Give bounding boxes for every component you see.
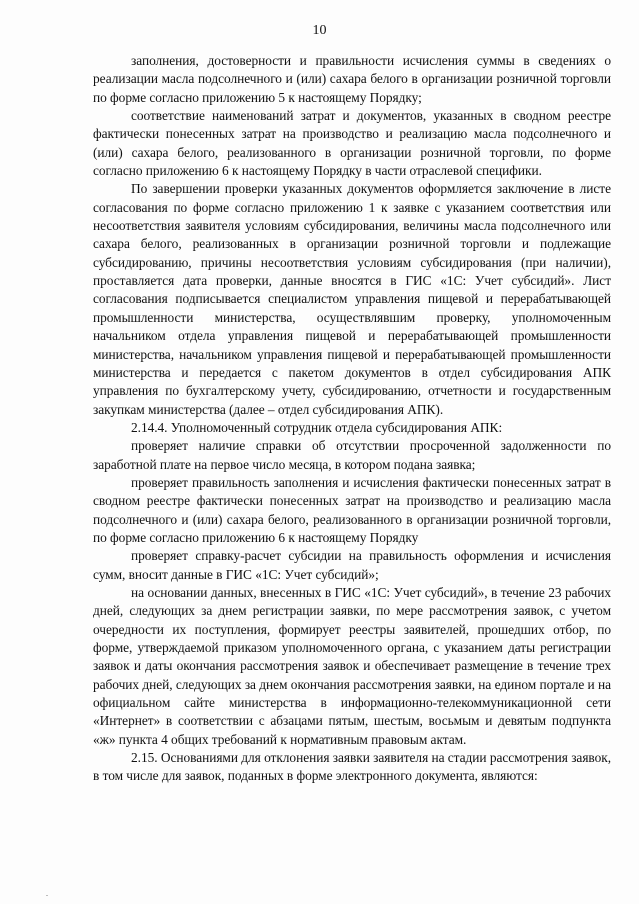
paragraph-completion-check: заполнения, достоверности и правильности исчисления суммы в сведениях о реализации масла подсолнечного и (или) сахара белого в организации розничной торговли по форме согласно приложению 5 к настоящему Порядку;	[93, 53, 611, 105]
paragraph-cost-names-check: соответствие наименований затрат и документов, указанных в сводном реестре фактически понесенных затрат на производство и реализацию масла подсолнечного и (или) сахара белого, реализованного в организации розничной торговли, по форме согласно приложению 6 к настоящему Порядку в части отраслевой специфики.	[93, 108, 611, 179]
paragraph-approval-sheet: По завершении проверки указанных документов оформляется заключение в листе согласования по форме согласно приложению 1 к заявке с указанием соответствия или несоответствия заявителя условиям субсидирования, величины масла подсолнечного или сахара белого, реализованных в организации розничной торговли и подлежащие субсидированию, причины несоответствия условиям субсидирования (при наличии), проставляется дата проверки, данные вносятся в ГИС «1С: Учет субсидий». Лист согласования подписывается специалистом управления пищевой и перерабатывающей промышленности министерства, осуществлявшим проверку, уполномоченным начальником отдела управления пищевой и перерабатывающей промышленности министерства, начальником управления пищевой и перерабатывающей промышленности министерства и передается с пакетом документов в отдел субсидирования АПК управления по бухгалтерскому учету, субсидированию, отчетности и государственным закупкам министерства (далее – отдел субсидирования АПК).	[93, 181, 611, 417]
document-body	[93, 52, 611, 786]
page-number: 10	[312, 23, 327, 38]
scan-speck	[46, 895, 48, 896]
paragraph-subsidy-calc-check: проверяет справку-расчет субсидии на правильность оформления и исчисления сумм, вносит данные в ГИС «1С: Учет субсидий»;	[93, 548, 611, 582]
paragraph-section-2-15: 2.15. Основаниями для отклонения заявки заявителя на стадии рассмотрения заявок, в том числе для заявок, поданных в форме электронного документа, являются:	[93, 750, 612, 784]
paragraph-section-2-14-4: 2.14.4. Уполномоченный сотрудник отдела субсидирования АПК:	[131, 419, 503, 435]
paragraph-registry-check: проверяет правильность заполнения и исчисления фактически понесенных затрат в сводном реестре фактически понесенных затрат на производство и реализацию масла подсолнечного и (или) сахара белого, реализованного в организации розничной торговли, по форме согласно приложению 6 к настоящему Порядку	[93, 474, 611, 545]
paragraph-registry-formation: на основании данных, внесенных в ГИС «1С: Учет субсидий», в течение 23 рабочих дней, следующих за днем регистрации заявки, по мере рассмотрения заявок, с учетом очередности их поступления, формирует реестры заявителей, прошедших отбор, по форме, утверждаемой приказом уполномоченного органа, с указанием даты регистрации заявок и даты окончания рассмотрения заявок и обеспечивает размещение в течение трех рабочих дней, следующих за днем окончания рассмотрения заявки, на едином портале и на официальном сайте министерства в информационно-телекоммуникационной сети «Интернет» в соответствии с абзацами пятым, шестым, восьмым и девятым подпункта «ж» пункта 4 общих требований к нормативным правовым актам.	[93, 584, 611, 747]
paragraph-salary-debt-check: проверяет наличие справки об отсутствии просроченной задолженности по заработной плате на первое число месяца, в котором подана заявка;	[93, 438, 611, 472]
